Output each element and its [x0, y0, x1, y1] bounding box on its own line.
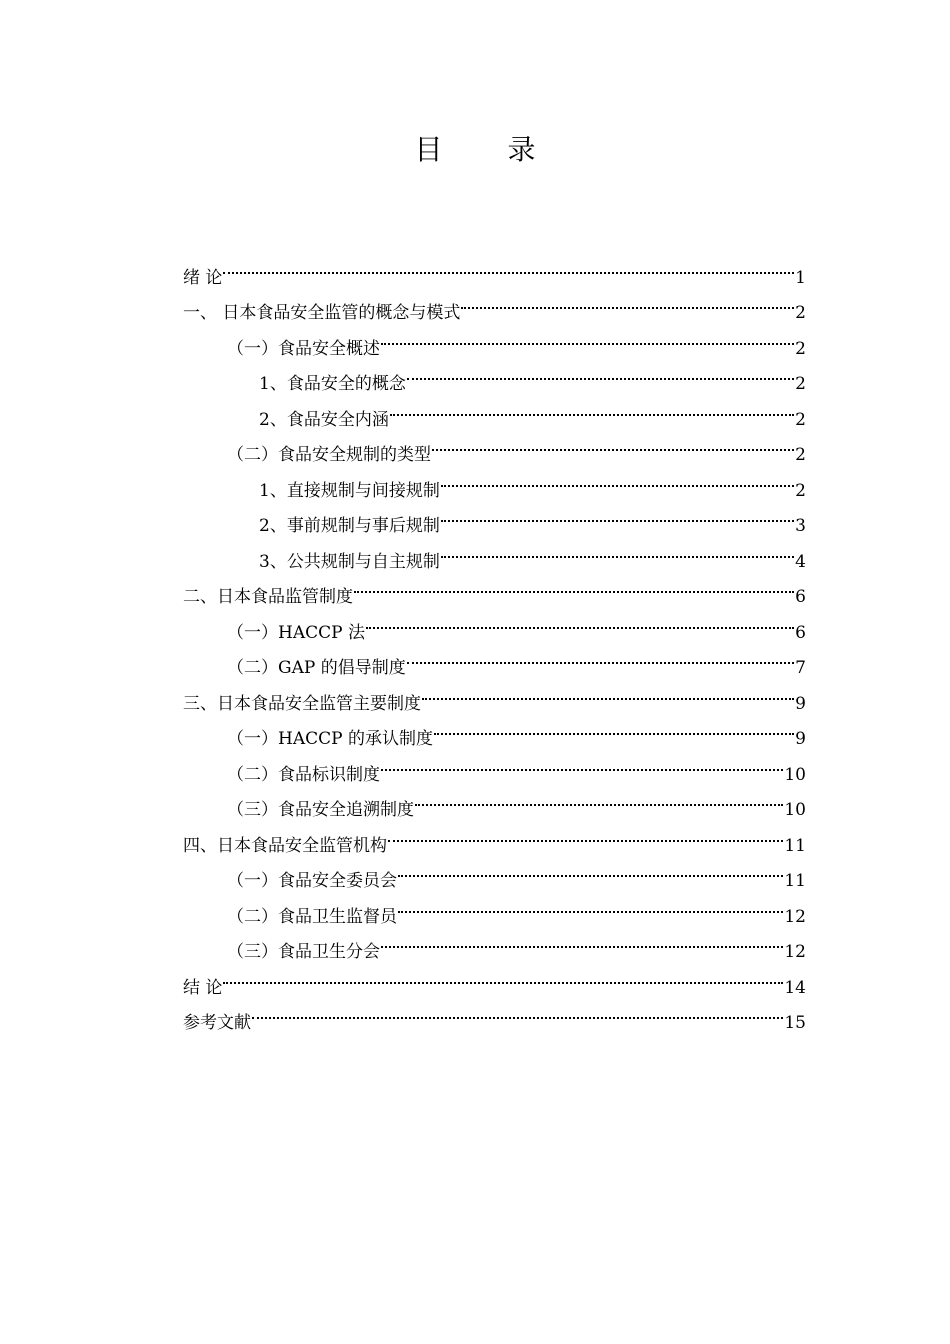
- toc-dot-leader: [422, 673, 794, 709]
- toc-page-number: 1: [795, 267, 806, 288]
- toc-page-number: 4: [795, 551, 806, 572]
- toc-page-number: 11: [784, 871, 806, 891]
- toc-page-number: 2: [795, 409, 806, 430]
- toc-page-number: 2: [795, 445, 806, 465]
- toc-page-number: 9: [795, 729, 806, 749]
- toc-dot-leader: [398, 886, 783, 922]
- toc-dot-leader: [381, 318, 794, 354]
- toc-entry-text: 二、日本食品监管制度: [183, 587, 353, 607]
- toc-dot-leader: [434, 709, 794, 745]
- toc-page-number: 12: [784, 906, 806, 927]
- toc-page-number: 11: [784, 835, 806, 856]
- toc-entry-text: （一）食品安全概述: [227, 338, 380, 359]
- toc-entry[interactable]: [183, 957, 806, 998]
- toc-dot-leader: [381, 922, 783, 958]
- toc-dot-leader: [415, 780, 783, 816]
- toc-entry-text: 一、 日本食品安全监管的概念与模式: [183, 303, 461, 323]
- toc-entry-text: （一）食品安全委员会: [227, 871, 397, 891]
- toc-entry-text: （二）食品标识制度: [227, 764, 380, 785]
- toc-entry-text: 四、日本食品安全监管机构: [183, 835, 387, 856]
- toc-entry-text: 1、直接规制与间接规制: [259, 480, 440, 501]
- toc-page-number: 6: [795, 587, 806, 607]
- toc-dot-leader: [390, 389, 794, 425]
- toc-page-number: 15: [784, 1013, 806, 1033]
- toc-dot-leader: [252, 993, 783, 1029]
- toc-entry-text: （三）食品安全追溯制度: [227, 800, 414, 820]
- table-of-contents: [183, 247, 806, 1033]
- toc-entry[interactable]: [183, 993, 806, 1033]
- toc-page-number: 12: [784, 942, 806, 962]
- toc-entry-text: 结 论: [183, 977, 223, 998]
- toc-dot-leader: [398, 851, 783, 887]
- toc-entry-text: （一）HACCP 的承认制度: [227, 729, 433, 749]
- toc-dot-leader: [407, 354, 794, 390]
- toc-page-number: 10: [784, 800, 806, 820]
- toc-entry-text: （二）GAP 的倡导制度: [227, 658, 406, 678]
- toc-entry-text: （三）食品卫生分会: [227, 942, 380, 962]
- toc-entry[interactable]: [183, 247, 806, 288]
- toc-page-number: 2: [795, 480, 806, 501]
- toc-dot-leader: [407, 638, 794, 674]
- toc-entry-text: （二）食品安全规制的类型: [227, 445, 431, 465]
- toc-dot-leader: [441, 460, 794, 496]
- toc-dot-leader: [441, 531, 794, 567]
- toc-page-number: 14: [784, 977, 806, 998]
- toc-dot-leader: [432, 425, 794, 461]
- toc-entry-text: （二）食品卫生监督员: [227, 906, 397, 927]
- toc-entry-text: （一）HACCP 法: [227, 622, 365, 643]
- toc-dot-leader: [366, 602, 794, 638]
- toc-dot-leader: [381, 744, 783, 780]
- toc-entry-text: 参考文献: [183, 1013, 251, 1033]
- toc-dot-leader: [223, 247, 794, 283]
- toc-page-number: 6: [795, 622, 806, 643]
- toc-dot-leader: [461, 283, 794, 319]
- toc-title: 目 录: [414, 133, 564, 166]
- toc-entry-text: 三、日本食品安全监管主要制度: [183, 693, 421, 714]
- toc-entry-text: 3、公共规制与自主规制: [259, 551, 440, 572]
- toc-entry-text: 绪 论: [183, 267, 223, 288]
- toc-page-number: 2: [795, 303, 806, 323]
- toc-entry-text: 1、食品安全的概念: [259, 374, 406, 394]
- toc-dot-leader: [354, 567, 794, 603]
- toc-page-number: 3: [795, 516, 806, 536]
- toc-entry-text: 2、事前规制与事后规制: [259, 516, 440, 536]
- toc-dot-leader: [388, 815, 783, 851]
- toc-page-number: 2: [795, 374, 806, 394]
- toc-page-number: 10: [784, 764, 806, 785]
- toc-page-number: 7: [795, 658, 806, 678]
- toc-dot-leader: [223, 957, 783, 993]
- toc-page-number: 2: [795, 338, 806, 359]
- toc-dot-leader: [441, 496, 794, 532]
- toc-entry[interactable]: [183, 283, 806, 323]
- toc-entry-text: 2、食品安全内涵: [259, 409, 389, 430]
- toc-page-number: 9: [795, 693, 806, 714]
